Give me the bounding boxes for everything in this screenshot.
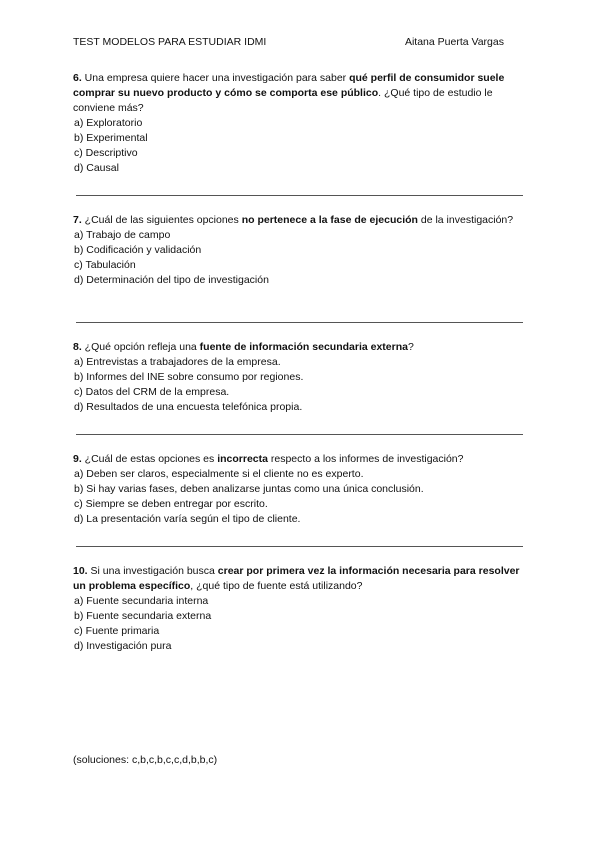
answer-option: d) Investigación pura — [74, 640, 172, 652]
answer-option: c) Siempre se deben entregar por escrito. — [74, 498, 268, 510]
question-text-part: de la investigación? — [417, 214, 514, 226]
question-7 — [73, 213, 523, 288]
question-6 — [73, 71, 523, 176]
question-emphasis: qué perfil de consumidor suele comprar su nuevo producto y cómo se comporta ese público — [73, 72, 505, 99]
answer-option: c) Datos del CRM de la empresa. — [74, 386, 230, 398]
question-number: 10. — [73, 565, 88, 577]
question-number: 6. — [73, 72, 82, 84]
question-text-part: , ¿qué tipo de fuente está utilizando? — [190, 580, 363, 592]
question-text-part: . ¿Qué tipo de estudio le conviene más? — [73, 87, 493, 114]
question-emphasis: incorrecta — [217, 453, 268, 465]
question-number: 8. — [73, 341, 82, 353]
page-header — [73, 36, 513, 48]
question-emphasis: crear por primera vez la información necesaria para resolver un problema específico — [73, 565, 520, 592]
answer-option: b) Informes del INE sobre consumo por regiones. — [74, 371, 304, 383]
question-emphasis: fuente de información secundaria externa — [199, 341, 408, 353]
answer-option: d) La presentación varía según el tipo de cliente. — [74, 513, 301, 525]
answer-option: c) Fuente primaria — [74, 625, 160, 637]
author-name: Aitana Puerta Vargas — [404, 36, 504, 48]
divider — [76, 195, 523, 196]
question-text — [73, 564, 523, 594]
question-text-part: Una empresa quiere hacer una investigación para saber — [81, 72, 350, 84]
answer-option: c) Descriptivo — [74, 147, 138, 159]
question-text-part: ¿Qué opción refleja una — [81, 341, 200, 353]
question-emphasis: no pertenece a la fase de ejecución — [241, 214, 418, 226]
question-9 — [73, 452, 523, 527]
question-10 — [73, 564, 523, 654]
answer-option: b) Experimental — [74, 132, 148, 144]
answer-option: a) Entrevistas a trabajadores de la empresa. — [74, 356, 281, 368]
question-number: 7. — [73, 214, 82, 226]
question-text-part: respecto a los informes de investigación? — [267, 453, 464, 465]
question-text-part: Si una investigación busca — [87, 565, 218, 577]
question-8 — [73, 340, 523, 415]
question-text — [73, 340, 523, 355]
answer-option: a) Exploratorio — [74, 117, 143, 129]
answer-option: a) Deben ser claros, especialmente si el cliente no es experto. — [74, 468, 364, 480]
answer-option: d) Causal — [74, 162, 119, 174]
answer-option: a) Trabajo de campo — [74, 229, 171, 241]
answer-option: c) Tabulación — [74, 259, 136, 271]
document-title: TEST MODELOS PARA ESTUDIAR IDMI — [73, 36, 267, 48]
divider — [76, 546, 523, 547]
question-text — [73, 452, 523, 467]
question-number: 9. — [73, 453, 82, 465]
question-text — [73, 213, 523, 228]
answer-option: d) Resultados de una encuesta telefónica propia. — [74, 401, 303, 413]
answer-option: b) Si hay varias fases, deben analizarse juntas como una única conclusión. — [74, 483, 424, 495]
question-text-part: ? — [407, 341, 414, 353]
question-text-part: ¿Cuál de las siguientes opciones — [81, 214, 242, 226]
answer-option: d) Determinación del tipo de investigación — [74, 274, 269, 286]
solutions-line: (soluciones: c,b,c,b,c,c,d,b,b,c) — [73, 754, 218, 766]
divider — [76, 434, 523, 435]
divider — [76, 322, 523, 323]
question-text — [73, 71, 523, 116]
answer-option: a) Fuente secundaria interna — [74, 595, 209, 607]
answer-option: b) Fuente secundaria externa — [74, 610, 212, 622]
question-text-part: ¿Cuál de estas opciones es — [81, 453, 218, 465]
answer-option: b) Codificación y validación — [74, 244, 202, 256]
